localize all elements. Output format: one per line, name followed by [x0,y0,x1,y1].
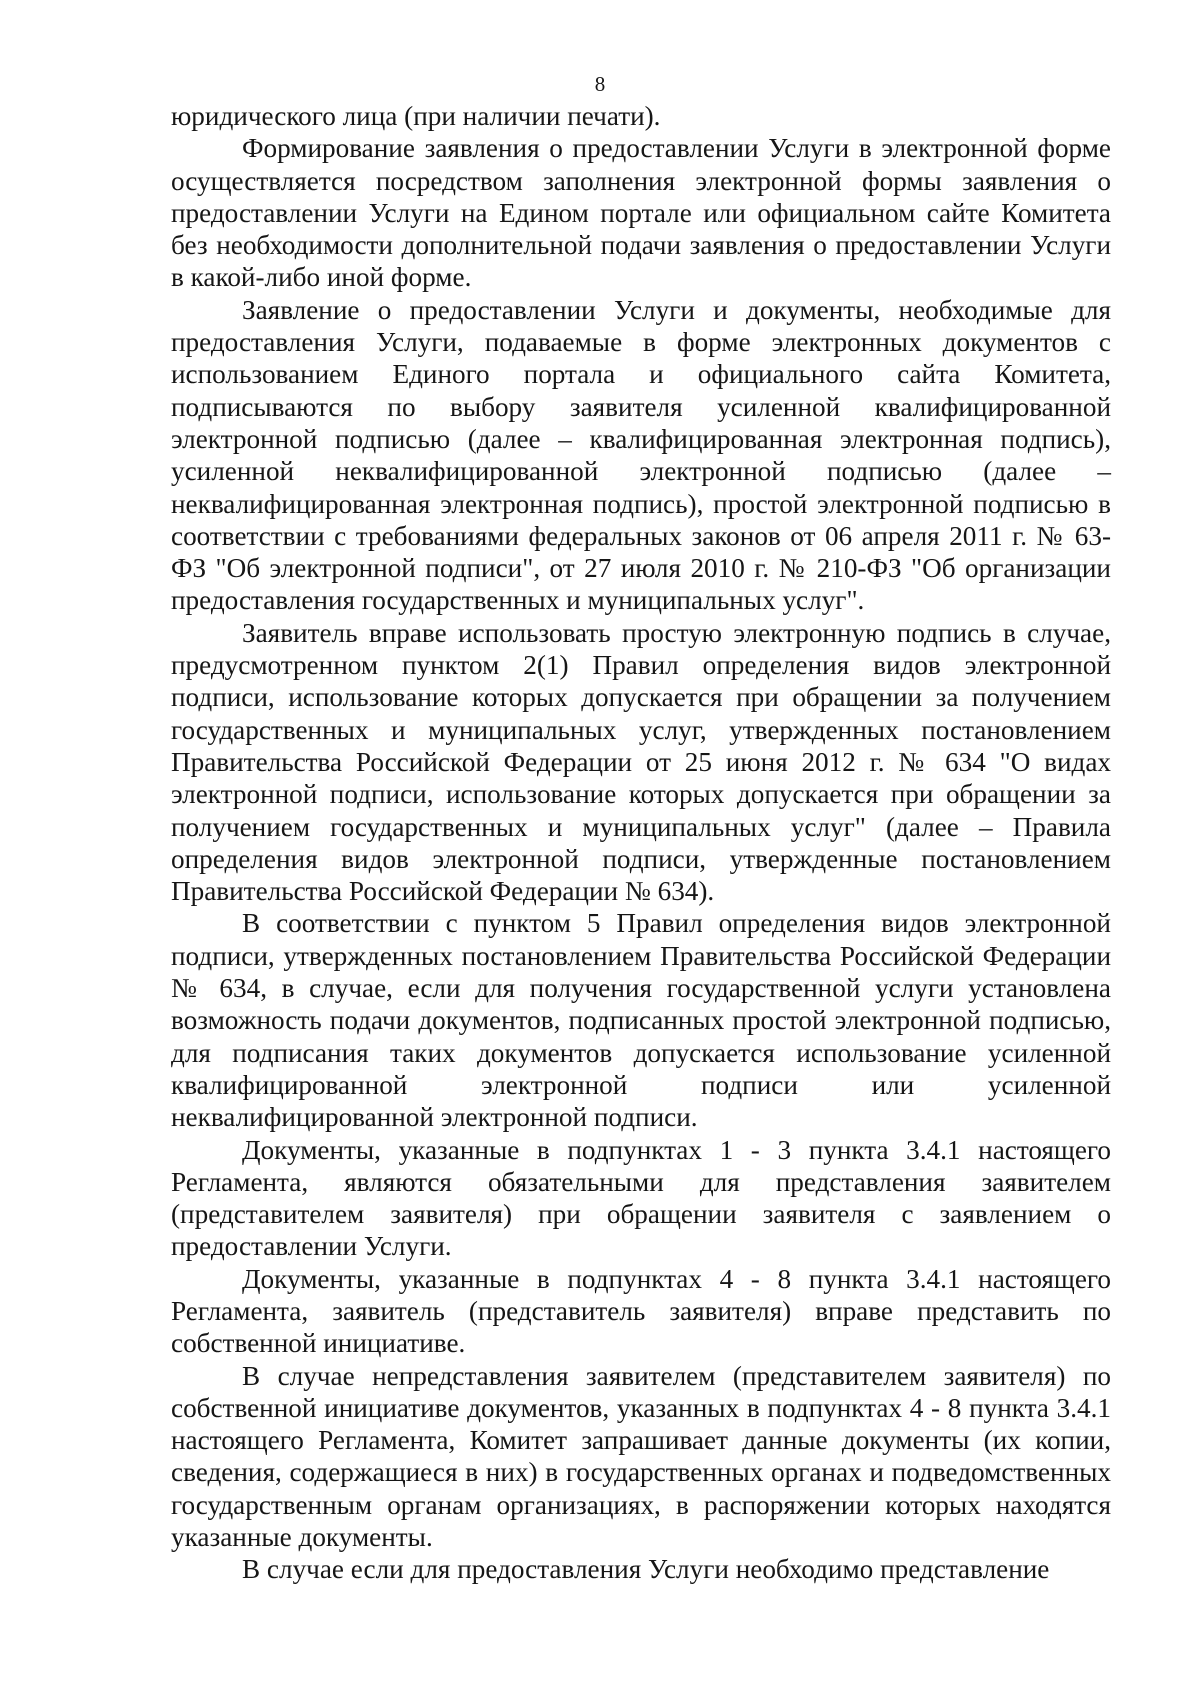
paragraph-truncated: В случае если для предоставления Услуги необходимо представление [242,1554,1050,1585]
paragraph-mandatory-documents: Документы, указанные в подпунктах 1 - 3 пункта 3.4.1 настоящего Регламента, являются обязательными для представления заявителем (представителем заявителя) при обращении заявителя с заявлением о предоставлении Услуги. [171,1134,1111,1262]
paragraph-optional-documents: Документы, указанные в подпунктах 4 - 8 пункта 3.4.1 настоящего Регламента, заявитель (представитель заявителя) вправе представить по собственной инициативе. [171,1263,1111,1359]
document-body [171,100,1111,1586]
paragraph-continuation: юридического лица (при наличии печати). [171,101,661,131]
paragraph-simple-signature: Заявитель вправе использовать простую электронную подпись в случае, предусмотренном пунктом 2(1) Правил определения видов электронной подписи, использование которых допускается при обращении за получением государственных и муниципальных услуг, утвержденных постановлением Правительства Российской Федерации от 25 июня 2012 г. № 634 "О видах электронной подписи, использование которых допускается при обращении за получением государственных и муниципальных услуг" (далее – Правила определения видов электронной подписи, утвержденные постановлением Правительства Российской Федерации № 634). [171,617,1111,907]
paragraph-rule-5: В соответствии с пунктом 5 Правил определения видов электронной подписи, утвержденных постановлением Правительства Российской Федерации № 634, в случае, если для получения государственной услуги установлена возможность подачи документов, подписанных простой электронной подписью, для подписания таких документов допускается использование усиленной квалифицированной электронной подписи или усиленной неквалифицированной электронной подписи. [171,908,1111,1133]
paragraph-signature-types: Заявление о предоставлении Услуги и документы, необходимые для предоставления Услуги, подаваемые в форме электронных документов с использованием Единого портала и официального сайта Комитета, подписываются по выбору заявителя усиленной квалифицированной электронной подписью (далее – квалифицированная электронная подпись), усиленной неквалифицированной электронной подписью (далее – неквалифицированная электронная подпись), простой электронной подписью в соответствии с требованиями федеральных законов от 06 апреля 2011 г. № 63-ФЗ "Об электронной подписи", от 27 июля 2010 г. № 210-ФЗ "Об организации предоставления государственных и муниципальных услуг". [171,294,1111,616]
page-number: 8 [594,72,606,96]
paragraph-electronic-form: Формирование заявления о предоставлении Услуги в электронной форме осуществляется посредством заполнения электронной формы заявления о предоставлении Услуги на Едином портале или официальном сайте Комитета без необходимости дополнительной подачи заявления о предоставлении Услуги в какой-либо иной форме. [171,133,1111,293]
paragraph-committee-requests: В случае непредставления заявителем (представителем заявителя) по собственной инициативе документов, указанных в подпунктах 4 - 8 пункта 3.4.1 настоящего Регламента, Комитет запрашивает данные документы (их копии, сведения, содержащиеся в них) в государственных органах и подведомственных государственным органам организациях, в распоряжении которых находятся указанные документы. [171,1360,1111,1553]
